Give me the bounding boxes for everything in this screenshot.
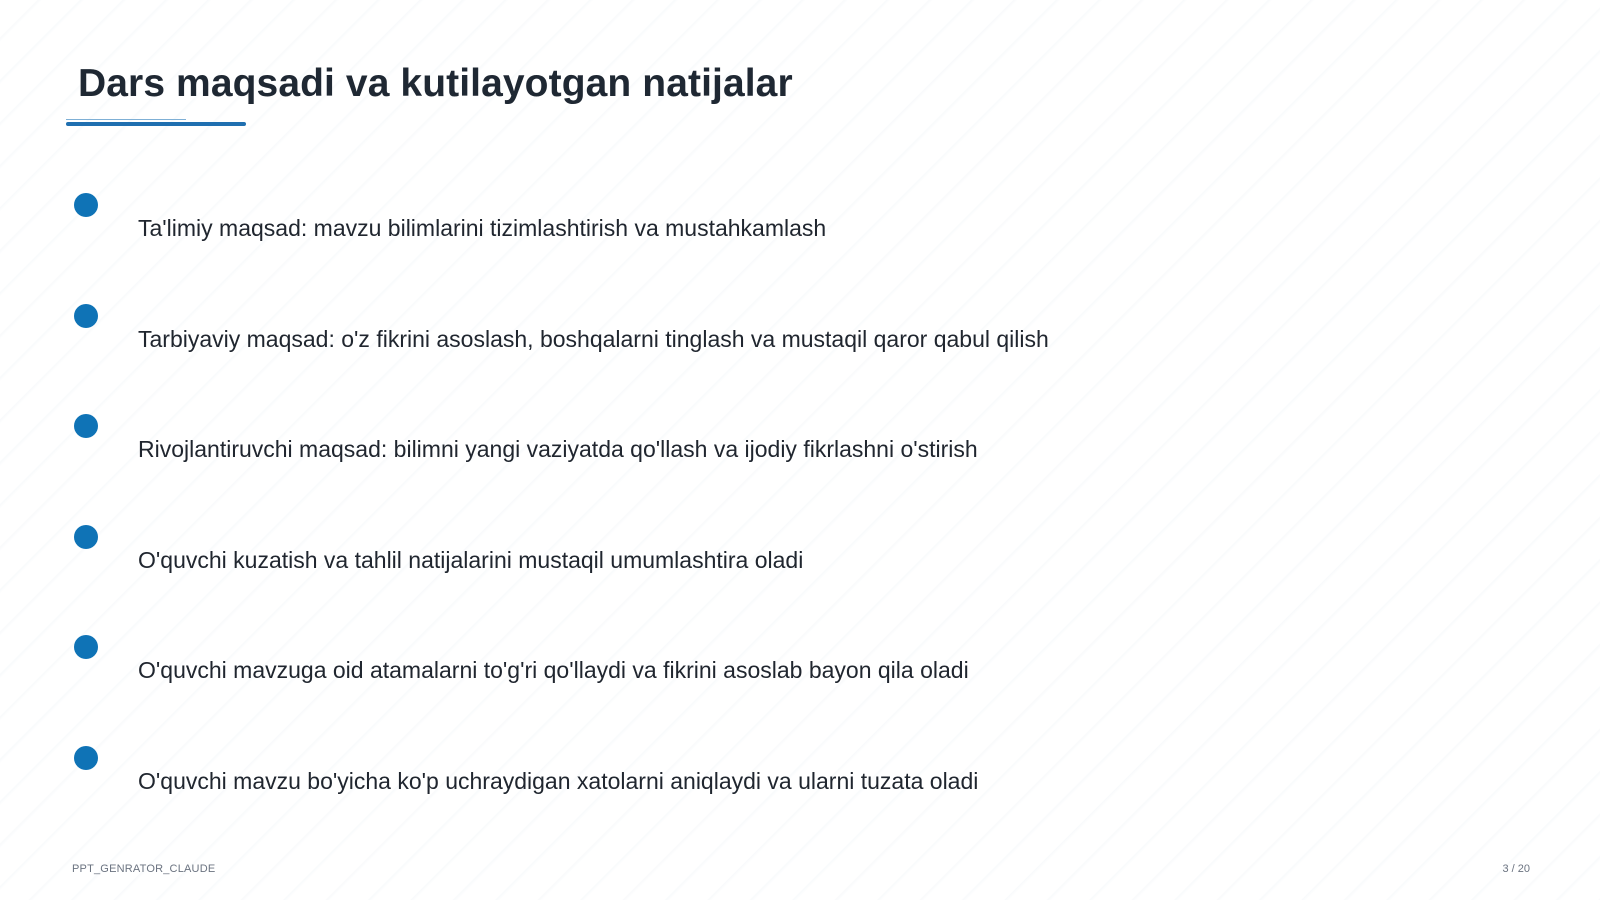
bullet-dot	[74, 304, 98, 328]
bullet-item	[0, 304, 1300, 364]
bullet-dot	[74, 193, 98, 217]
bullet-text: O'quvchi kuzatish va tahlil natijalarini mustaqil umumlashtira oladi	[138, 547, 804, 573]
bullet-dot	[74, 746, 98, 770]
bullet-dot	[74, 414, 98, 438]
bullet-item	[0, 414, 1300, 474]
bullet-text: Tarbiyaviy maqsad: o'z fikrini asoslash, boshqalarni tinglash va mustaqil qaror qabul qilish	[138, 326, 1049, 352]
page-indicator: 3 / 20	[1502, 863, 1530, 875]
bullet-item	[0, 746, 1300, 806]
bullet-text: O'quvchi mavzu bo'yicha ko'p uchraydigan xatolarni aniqlaydi va ularni tuzata oladi	[138, 768, 979, 794]
bullet-item	[0, 193, 1300, 253]
bullet-text: Rivojlantiruvchi maqsad: bilimni yangi vaziyatda qo'llash va ijodiy fikrlashni o'stirish	[138, 436, 978, 462]
slide-title: Dars maqsadi va kutilayotgan natijalar	[78, 62, 793, 105]
bullet-text: Ta'limiy maqsad: mavzu bilimlarini tizimlashtirish va mustahkamlash	[138, 215, 827, 241]
bullet-dot	[74, 635, 98, 659]
footer-label: PPT_GENRATOR_CLAUDE	[72, 863, 216, 875]
bullet-item	[0, 525, 1300, 585]
bullet-dot	[74, 525, 98, 549]
title-underline	[66, 122, 246, 126]
bullet-item	[0, 635, 1300, 695]
bullet-text: O'quvchi mavzuga oid atamalarni to'g'ri qo'llaydi va fikrini asoslab bayon qila oladi	[138, 657, 969, 683]
title-underline-thin	[66, 119, 186, 120]
